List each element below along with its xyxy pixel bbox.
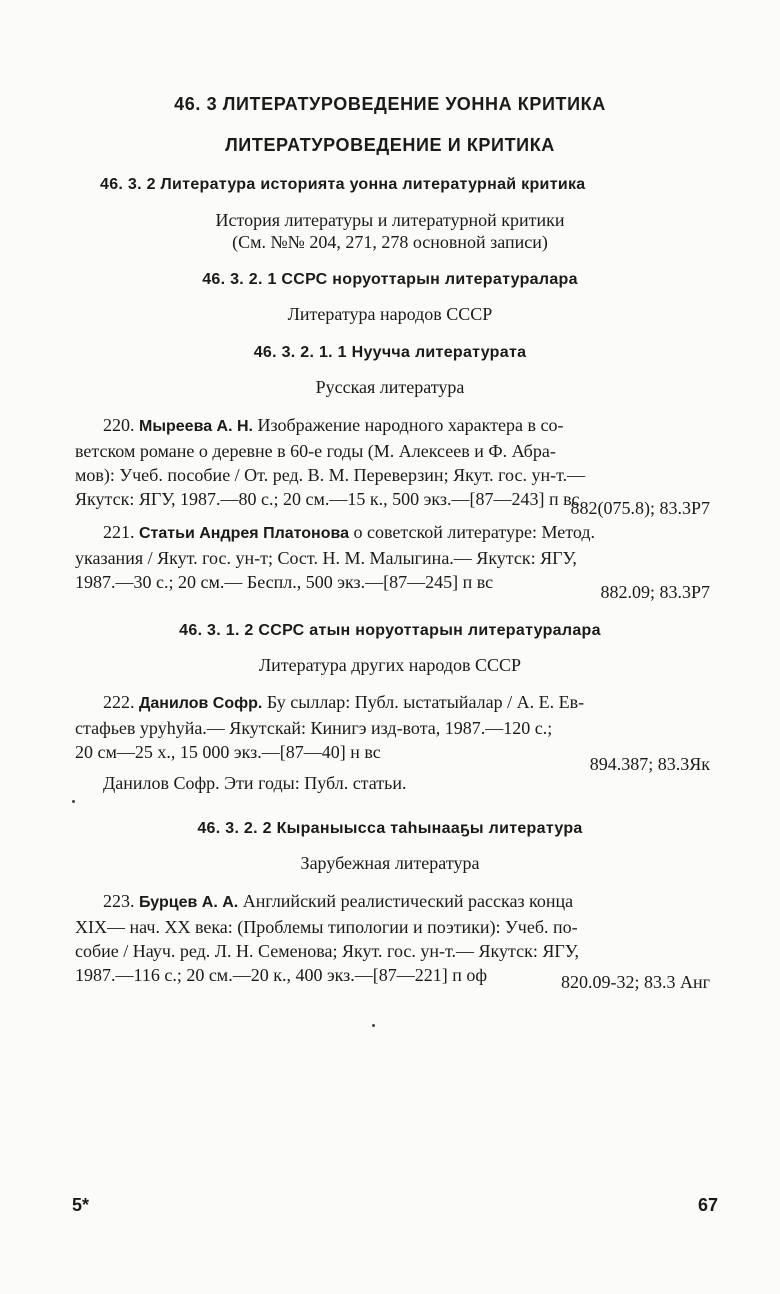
entry-first-line [75,413,710,439]
classification-223: 820.09-32; 83.3 Анг [560,972,710,992]
entry-title-start: о советской литературе: Метод. [353,522,596,542]
signature-mark: 5* [72,1195,90,1215]
entry-line: 20 см—25 х., 15 000 экз.—[87—40] н вс [75,742,381,762]
entry-title-start: Изображение народного характера в со- [257,415,564,435]
entry-author: Данилов Софр. [139,695,263,712]
section-heading-46312: 46. 3. 1. 2 ССРС атын норуоттарын литературалара [179,622,601,639]
section-subtitle-4632: История литературы и литературной критики [215,210,565,230]
section-heading-4632: 46. 3. 2 Литература историята уонна литературнай критика [100,176,586,193]
entry-author: Бурцев А. А. [139,894,239,911]
section-subtitle-46322: Зарубежная литература [300,853,480,873]
entry-number: 220. [103,415,135,435]
section-heading-46321: 46. 3. 2. 1 ССРС норуоттарын литературалара [202,271,578,288]
main-title-yakut: 46. 3 ЛИТЕРАТУРОВЕДЕНИЕ УОННА КРИТИКА [174,94,606,114]
classification-221: 882.09; 83.3Р7 [600,582,710,602]
entry-author: Статьи Андрея Платонова [139,525,349,542]
classification-222: 894.387; 83.3Як [589,754,710,774]
entry-author: Мыреева А. Н. [139,418,253,435]
entry-first-line [75,690,710,716]
page-number: 67 [698,1195,719,1215]
entry-first-line [75,520,710,546]
section-subtitle-46321: Литература народов СССР [287,304,493,324]
entry-line: ветском романе о деревне в 60-е годы (М. Алексеев и Ф. Абра- [75,441,556,461]
entry-line: мов): Учеб. пособие / От. ред. В. М. Переверзин; Якут. гос. ун-т.— [75,465,586,485]
entry-line: 1987.—116 с.; 20 см.—20 к., 400 экз.—[87—221] п оф [75,965,488,985]
entry-number: 221. [103,522,135,542]
entry-line: собие / Науч. ред. Л. Н. Семенова; Якут. гос. ун-т.— Якутск: ЯГУ, [75,941,580,961]
main-title-russian: ЛИТЕРАТУРОВЕДЕНИЕ И КРИТИКА [225,135,555,155]
section-subtitle-463211: Русская литература [315,377,465,397]
entry-line: XIX— нач. XX века: (Проблемы типологии и поэтики): Учеб. по- [75,917,578,937]
section-heading-46322: 46. 3. 2. 2 Кыраныысса таһынааҕы литература [197,820,583,837]
entry-title-start: Английский реалистический рассказ конца [242,891,574,911]
entry-line: 1987.—30 с.; 20 см.— Беспл., 500 экз.—[87—245] п вс [75,572,494,592]
scan-speck [72,800,75,803]
cross-reference-222: Данилов Софр. Эти годы: Публ. статьи. [103,773,407,793]
section-reference-4632: (См. №№ 204, 271, 278 основной записи) [232,232,548,252]
section-subtitle-46312: Литература других народов СССР [258,655,522,675]
entry-title-start: Бу сыллар: Публ. ыстатыйалар / А. Е. Ев- [266,692,585,712]
entry-line: стафьев уруһуйа.— Якутскай: Кинигэ изд-вота, 1987.—120 с.; [75,718,553,738]
entry-number: 223. [103,891,135,911]
entry-line: Якутск: ЯГУ, 1987.—80 с.; 20 см.—15 к., 500 экз.—[87—243] п вс [75,489,580,509]
entry-number: 222. [103,692,135,712]
entry-line: указания / Якут. гос. ун-т; Сост. Н. М. Малыгина.— Якутск: ЯГУ, [75,548,577,568]
scan-speck [372,1024,375,1027]
classification-220: 882(075.8); 83.3Р7 [570,498,710,518]
entry-first-line [75,889,710,915]
section-heading-463211: 46. 3. 2. 1. 1 Нуучча литературата [253,344,527,361]
